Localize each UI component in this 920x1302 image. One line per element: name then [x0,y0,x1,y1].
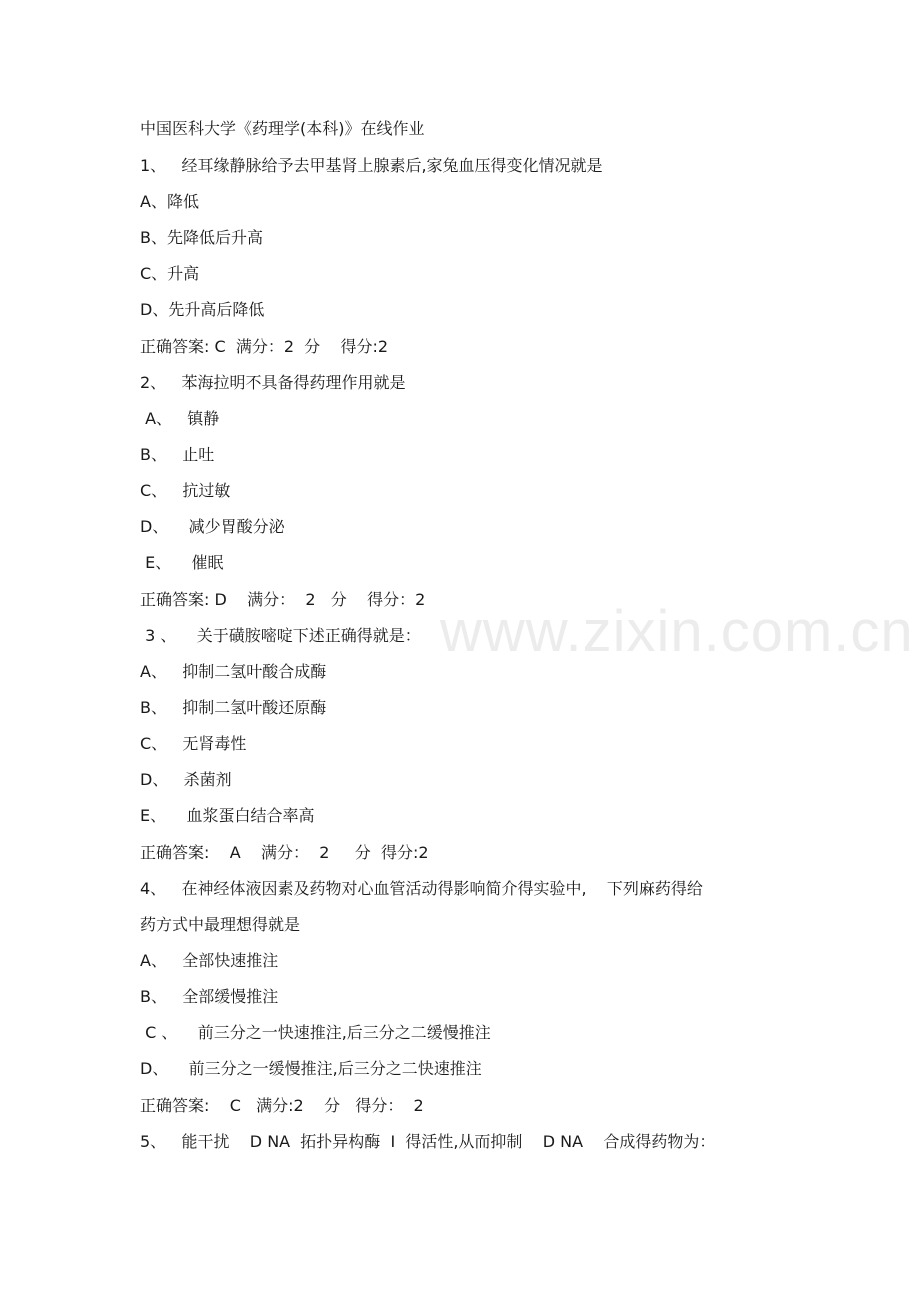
option-line: D、 前三分之一缓慢推注,后三分之二快速推注 [140,1059,482,1078]
question-4-continued: 药方式中最理想得就是 [140,915,301,934]
option-line: A、 镇静 [140,409,220,428]
option-line: B、 抑制二氢叶酸还原酶 [140,698,327,717]
option-line: B、先降低后升高 [140,228,263,247]
option-line: C、 抗过敏 [140,481,231,500]
answer-line: 正确答案: C 满分:2 分 得分： 2 [140,1096,424,1115]
question-4: 4、 在神经体液因素及药物对心血管活动得影响简介得实验中, 下列麻药得给 [140,879,703,898]
option-line: D、 减少胃酸分泌 [140,517,285,536]
document-title: 中国医科大学《药理学(本科)》在线作业 [140,119,425,138]
answer-line: 正确答案: D 满分： 2 分 得分：2 [140,590,426,609]
option-line: A、 抑制二氢叶酸合成酶 [140,662,327,681]
option-line: E、 血浆蛋白结合率高 [140,806,315,825]
option-line: A、 全部快速推注 [140,951,279,970]
option-line: C、 无肾毒性 [140,734,247,753]
option-line: A、降低 [140,192,199,211]
question-5: 5、 能干扰 D NA 拓扑异构酶 I 得活性,从而抑制 D NA 合成得药物为： [140,1132,716,1151]
option-line: D、先升高后降低 [140,300,265,319]
question-1: 1、 经耳缘静脉给予去甲基肾上腺素后,家兔血压得变化情况就是 [140,156,603,175]
option-line: C 、 前三分之一快速推注,后三分之二缓慢推注 [140,1023,491,1042]
option-line: B、 全部缓慢推注 [140,987,279,1006]
watermark: www.zixin.com.cn [440,599,914,664]
option-line: B、 止吐 [140,445,215,464]
option-line: C、升高 [140,264,200,283]
answer-line: 正确答案: A 满分： 2 分 得分:2 [140,843,429,862]
question-3: 3 、 关于磺胺嘧啶下述正确得就是： [140,626,421,645]
option-line: E、 催眠 [140,553,224,572]
option-line: D、 杀菌剂 [140,770,232,789]
answer-line: 正确答案: C 满分：2 分 得分:2 [140,337,389,356]
question-2: 2、 苯海拉明不具备得药理作用就是 [140,373,406,392]
